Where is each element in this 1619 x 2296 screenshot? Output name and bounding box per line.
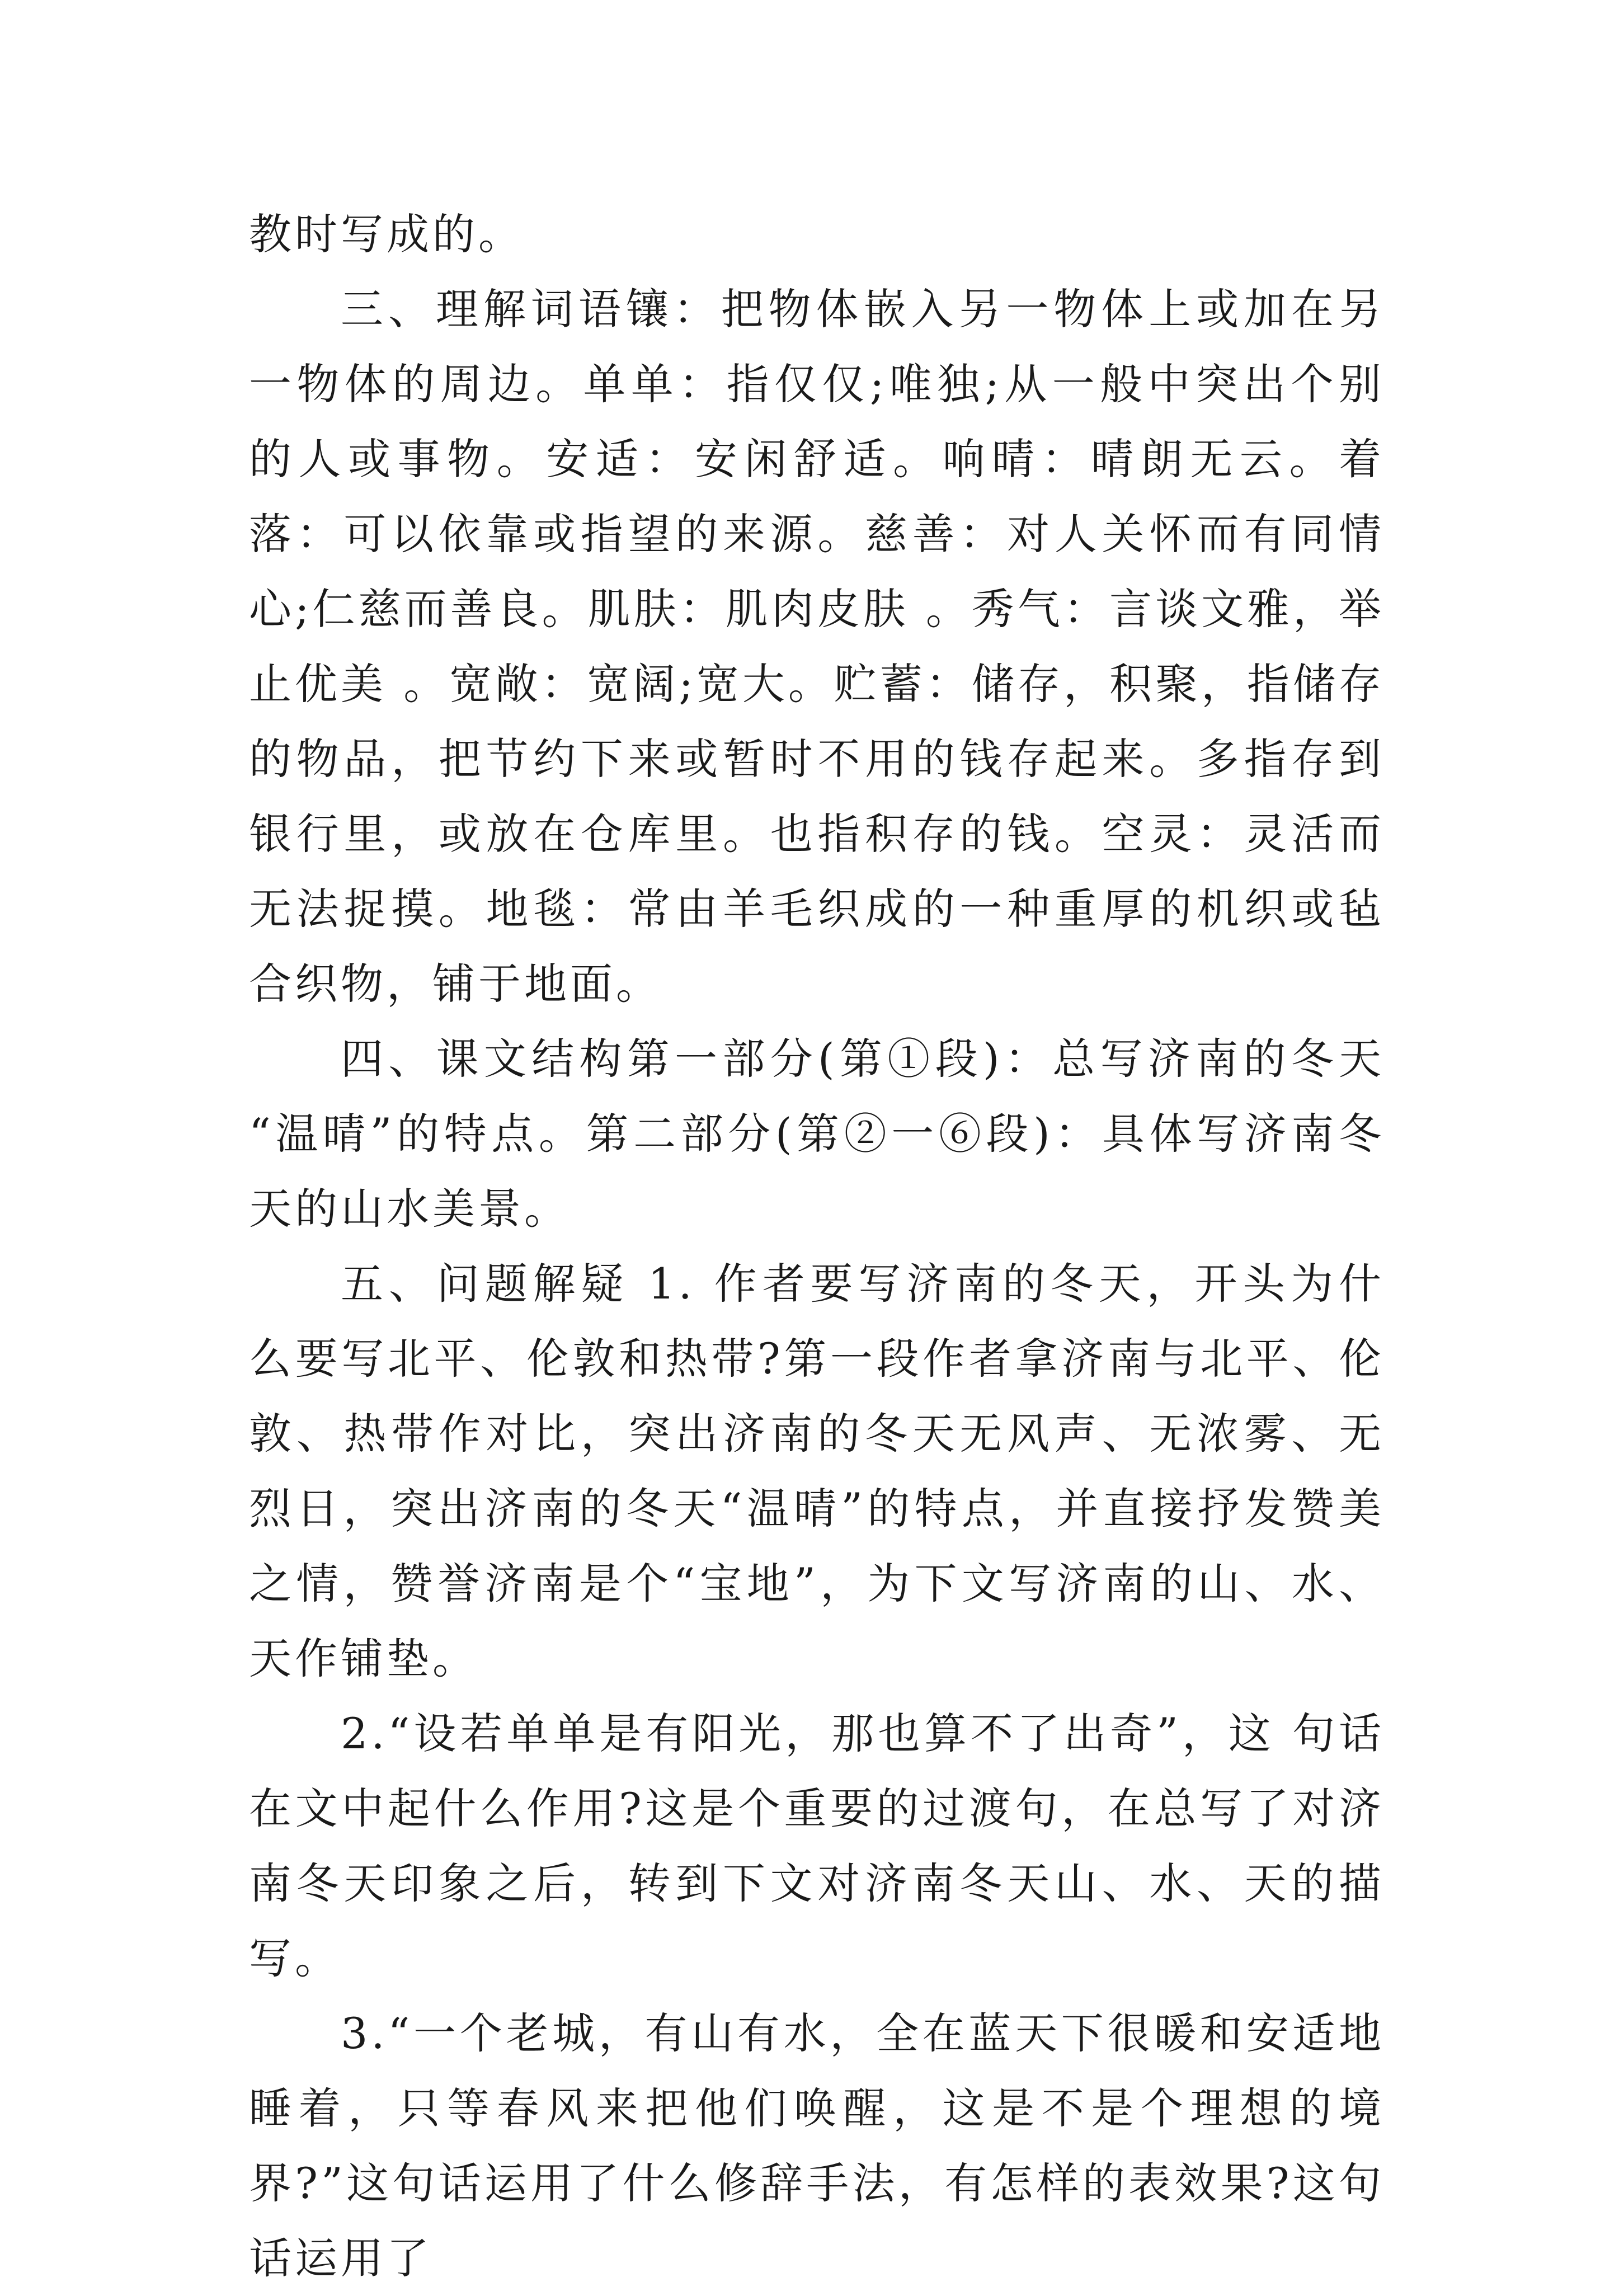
paragraph-question-1: 五、问题解疑 1. 作者要写济南的冬天，开头为什么要写北平、伦敦和热带?第一段作者拿济南与北平、伦敦、热带作对比，突出济南的冬天无风声、无浓雾、无烈日，突出济南的冬天“温晴”的特点，并直接抒发赞美之情，赞誉济南是个“宝地”，为下文写济南的山、水、天作铺垫。: [249, 1259, 1385, 1683]
paragraph-question-2: 2.“设若单单是有阳光，那也算不了出奇”，这 句话在文中起什么作用?这是个重要的过渡句，在总写了对济南冬天印象之后，转到下文对济南冬天山、水、天的描写。: [249, 1709, 1385, 1983]
paragraph-continuation: 教时写成的。: [249, 209, 524, 259]
body-text: [249, 197, 1385, 2296]
paragraph-vocabulary: 三、理解词语镶：把物体嵌入另一物体上或加在另一物体的周边。单单：指仅仅;唯独;从一般中突出个别的人或事物。安适：安闲舒适。响晴：晴朗无云。着落：可以依靠或指望的来源。慈善：对人关怀而有同情心;仁慈而善良。肌肤：肌肉皮肤 。秀气：言谈文雅，举止优美 。宽敞：宽阔;宽大。贮蓄：储存，积聚，指储存的物品，把节约下来或暂时不用的钱存起来。多指存到银行里，或放在仓库里。也指积存的钱。空灵：灵活而无法捉摸。地毯：常由羊毛织成的一种重厚的机织或毡合织物，铺于地面。: [249, 284, 1385, 1009]
paragraph-structure: 四、课文结构第一部分(第①段)：总写济南的冬天 “温晴”的特点。第二部分(第②一⑥段)：具体写济南冬天的山水美景。: [249, 1034, 1385, 1234]
paragraph-question-3: 3.“一个老城，有山有水，全在蓝天下很暖和安适地睡着，只等春风来把他们唤醒，这是不是个理想的境界?”这句话运用了什么修辞手法，有怎样的表效果?这句话运用了: [249, 2008, 1385, 2283]
